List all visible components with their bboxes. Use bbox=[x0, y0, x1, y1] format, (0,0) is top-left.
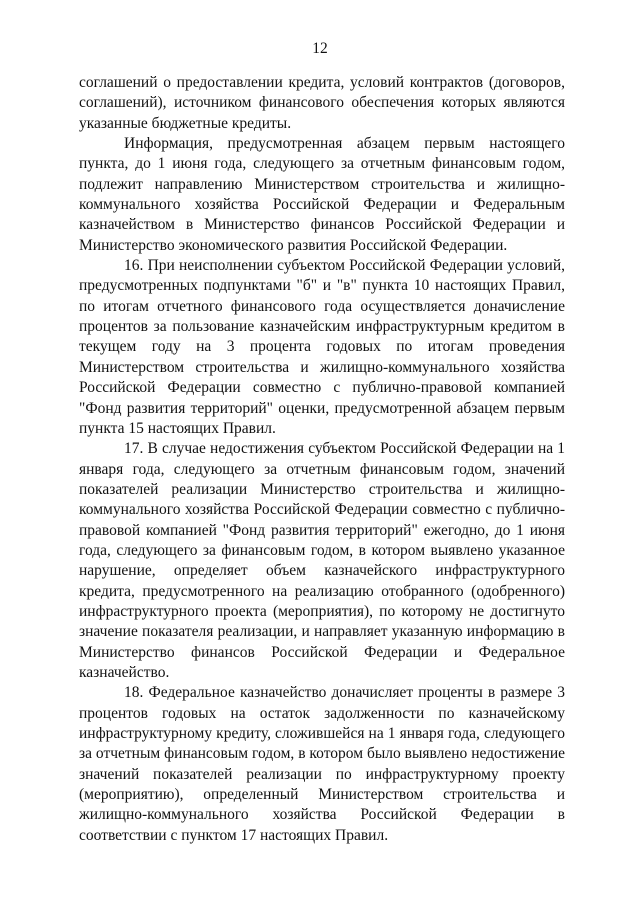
document-body bbox=[79, 73, 565, 846]
paragraph: 17. В случае недостижения субъектом Российской Федерации на 1 января года, следующего за отчетным финансовым годом, значений показателей реализации Министерство строительства и жилищно-коммунального хозяйства Российской Федерации совместно с публично-правовой компанией "Фонд развития территорий" ежегодно, до 1 июня года, следующего за финансовым годом, в котором выявлено указанное нарушение, определяет объем казначейского инфраструктурного кредита, предусмотренного на реализацию отобранного (одобренного) инфраструктурного проекта (мероприятия), по которому не достигнуто значение показателя реализации, и направляет указанную информацию в Министерство финансов Российской Федерации и Федеральное казначейство. bbox=[79, 440, 565, 681]
paragraph: соглашений о предоставлении кредита, условий контрактов (договоров, соглашений), источником финансового обеспечения которых являются указанные бюджетные кредиты. bbox=[79, 74, 565, 132]
paragraph: 18. Федеральное казначейство доначисляет проценты в размере 3 процентов годовых на остаток задолженности по казначейскому инфраструктурному кредиту, сложившейся на 1 января года, следующего за отчетным финансовым годом, в котором было выявлено недостижение значений показателей реализации по инфраструктурному проекту (мероприятию), определенный Министерством строительства и жилищно-коммунального хозяйства Российской Федерации в соответствии с пунктом 17 настоящих Правил. bbox=[79, 684, 565, 844]
paragraph: 16. При неисполнении субъектом Российской Федерации условий, предусмотренных подпунктами "б" и "в" пункта 10 настоящих Правил, по итогам отчетного финансового года осуществляется доначисление процентов за пользование казначейским инфраструктурным кредитом в текущем году на 3 процента годовых по итогам проведения Министерством строительства и жилищно-коммунального хозяйства Российской Федерации совместно с публично-правовой компанией "Фонд развития территорий" оценки, предусмотренной абзацем первым пункта 15 настоящих Правил. bbox=[79, 257, 565, 437]
paragraph: Информация, предусмотренная абзацем первым настоящего пункта, до 1 июня года, следующего за отчетным финансовым годом, подлежит направлению Министерством строительства и жилищно-коммунального хозяйства Российской Федерации и Федеральным казначейством в Министерство финансов Российской Федерации и Министерство экономического развития Российской Федерации. bbox=[79, 135, 565, 254]
page-number: 12 bbox=[312, 40, 328, 57]
